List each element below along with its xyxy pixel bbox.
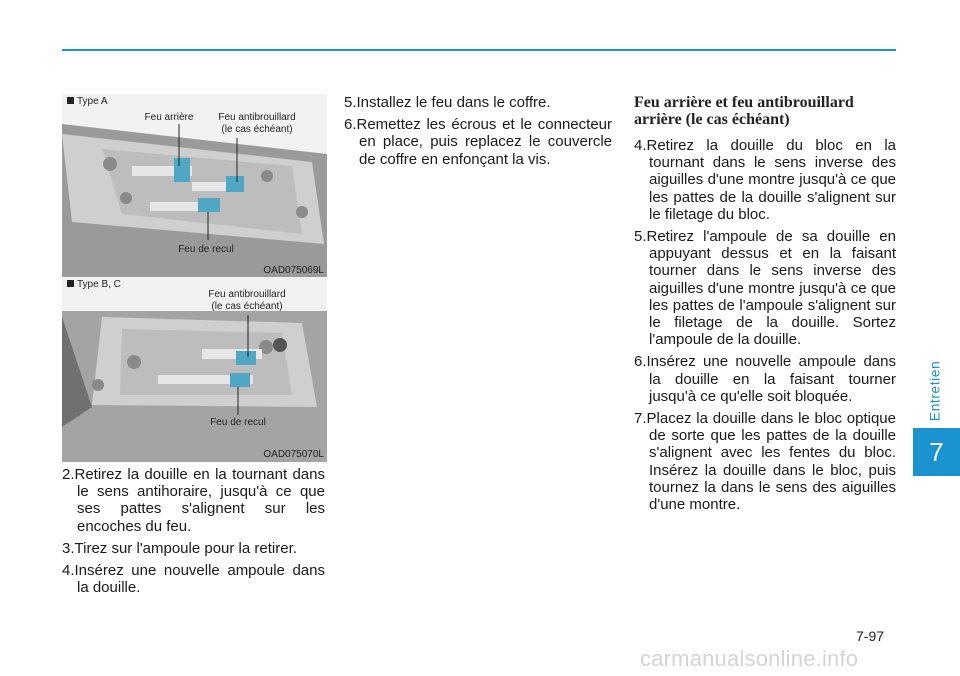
callout-reverse-light-b: Feu de recul: [210, 417, 266, 428]
section-label: Entretien: [926, 360, 943, 422]
figure-type-a: [62, 94, 327, 279]
section-heading: Feu arrière et feu antibrouillard arrière (le cas échéant): [634, 94, 854, 128]
text-column-3: [634, 94, 896, 518]
step-item: 2.Retirez la douille en la tournant dans le sens antihoraire, jusqu'à ce que ses pattes s'alignent sur les encoches du feu.: [62, 466, 325, 535]
text-column-1: [62, 466, 325, 601]
step-item: 6.Insérez une nouvelle ampoule dans la douille en la faisant tourner jusqu'à ce qu'elle soit bloquée.: [634, 353, 896, 405]
callout-reverse-light-a: Feu de recul: [178, 244, 234, 255]
step-item: 7.Placez la douille dans le bloc optique de sorte que les pattes de la douille s'alignent avec les fentes du bloc. Insérez la douille dans le bloc, puis tournez la dans le sens des aiguilles d'une montre.: [634, 410, 896, 514]
figure-b-title: Type B, C: [67, 279, 121, 290]
callout-fog-light-b: Feu antibrouillard (le cas échéant): [208, 289, 286, 312]
figure-b-code: OAD075070L: [263, 449, 324, 460]
figure-a-code: OAD075069L: [263, 265, 324, 276]
chapter-number: 7: [929, 436, 944, 467]
step-item: 4.Insérez une nouvelle ampoule dans la douille.: [62, 562, 325, 597]
figure-type-b: [62, 277, 327, 462]
step-item: 6.Remettez les écrous et le connecteur en place, puis replacez le couvercle de coffre en enfonçant la vis.: [344, 116, 612, 168]
callout-rear-light: Feu arrière: [144, 112, 194, 123]
figure-a-title: Type A: [67, 96, 108, 107]
step-item: 5.Installez le feu dans le coffre.: [344, 94, 551, 111]
callout-fog-light-a: Feu antibrouillard (le cas échéant): [218, 112, 296, 135]
step-item: 5.Retirez l'ampoule de sa douille en appuyant dessus et en la faisant tourner dans le sens inverse des aiguilles d'une montre jusqu'à ce que les pattes de l'ampoule s'alignent sur le filetage de la douille. Sortez l'ampoule de la douille.: [634, 228, 896, 349]
page-number: 7-97: [856, 628, 885, 644]
step-item: 4.Retirez la douille du bloc en la tournant dans le sens inverse des aiguilles d'une montre jusqu'à ce que les pattes de la douille s'alignent sur le filetage du bloc.: [634, 137, 896, 223]
watermark-text: carmanualsonline.info: [640, 646, 859, 671]
section-tab-label: [922, 358, 946, 424]
text-column-2: [344, 94, 612, 173]
step-item: 3.Tirez sur l'ampoule pour la retirer.: [62, 539, 297, 557]
chapter-tab: [913, 428, 960, 476]
header-rule: [62, 49, 896, 51]
